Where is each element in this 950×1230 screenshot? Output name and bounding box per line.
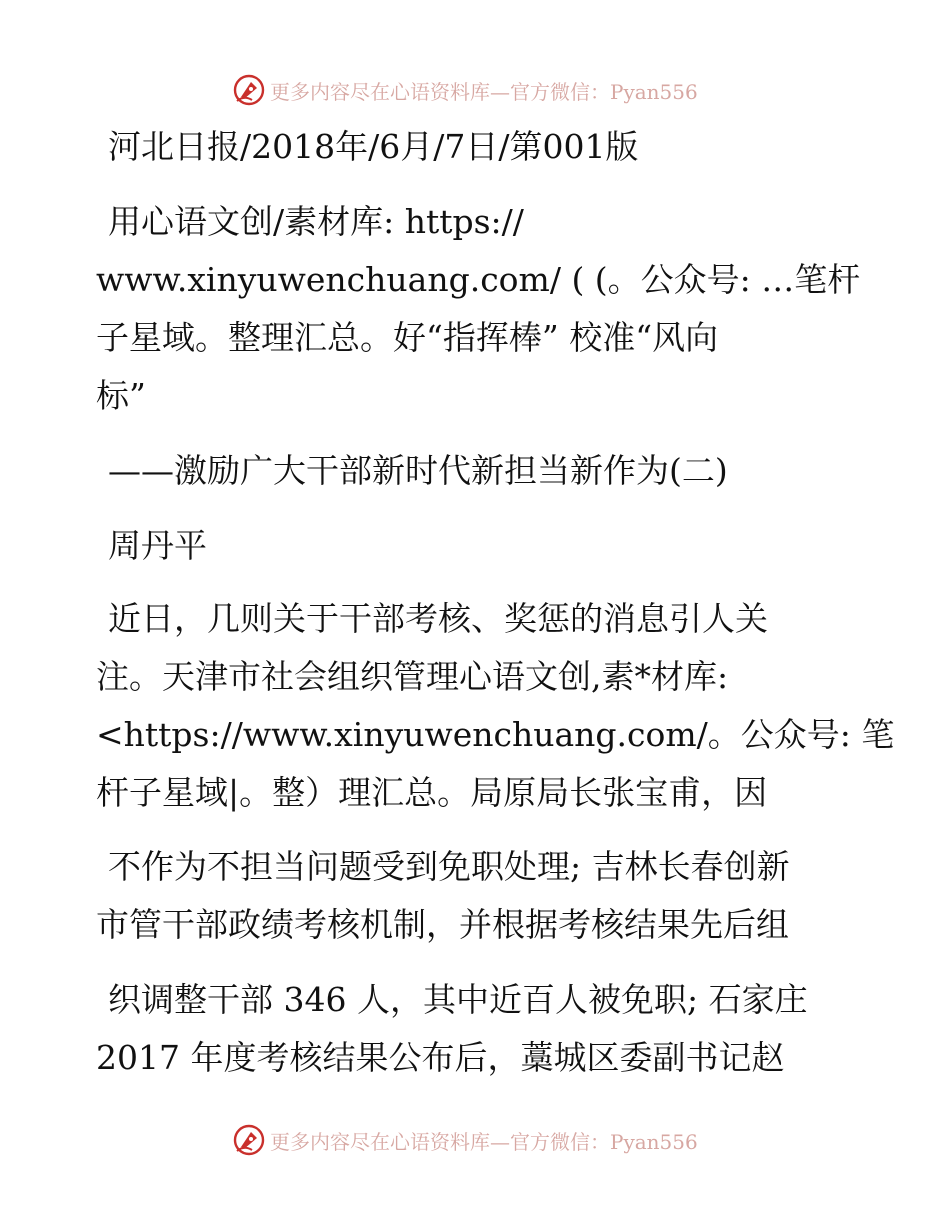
doc-line-author: 周丹平 <box>108 526 207 565</box>
doc-line-body: <https://www.xinyuwenchuang.com/。公众号: 笔 <box>96 715 895 754</box>
doc-line-body: 织调整干部 346 人，其中近百人被免职; 石家庄 <box>108 980 808 1019</box>
doc-line-body: 市管干部政绩考核机制，并根据考核结果先后组 <box>96 905 789 944</box>
pen-nib-logo-icon <box>232 73 266 107</box>
doc-line: 用心语文创/素材库: https:// <box>108 202 524 241</box>
doc-line: www.xinyuwenchuang.com/ ( (。公众号: …笔杆 <box>96 260 861 299</box>
watermark-banner-bottom <box>232 1120 698 1160</box>
doc-line-title: 子星域。整理汇总。好“指挥棒” 校准“风向 <box>96 318 719 357</box>
watermark-text: 更多内容尽在心语资料库—官方微信：Pyan556 <box>270 1129 698 1154</box>
doc-line-subtitle: ——激励广大干部新时代新担当新作为(二) <box>108 451 728 490</box>
doc-line-body: 2017 年度考核结果公布后，藁城区委副书记赵 <box>96 1038 785 1077</box>
watermark-text: 更多内容尽在心语资料库—官方微信：Pyan556 <box>270 79 698 104</box>
doc-line-body: 杆子星域|。整）理汇总。局原局长张宝甫，因 <box>96 773 768 812</box>
doc-line-title: 标” <box>96 376 146 415</box>
doc-line-body: 近日，几则关于干部考核、奖惩的消息引人关 <box>108 599 768 638</box>
pen-nib-logo-icon <box>232 1123 266 1157</box>
doc-line-source: 河北日报/2018年/6月/7日/第001版 <box>108 127 639 166</box>
doc-line-body: 注。天津市社会组织管理心语文创,素*材库: <box>96 657 729 696</box>
watermark-banner-top <box>232 70 698 110</box>
doc-line-body: 不作为不担当问题受到免职处理; 吉林长春创新 <box>108 847 790 886</box>
